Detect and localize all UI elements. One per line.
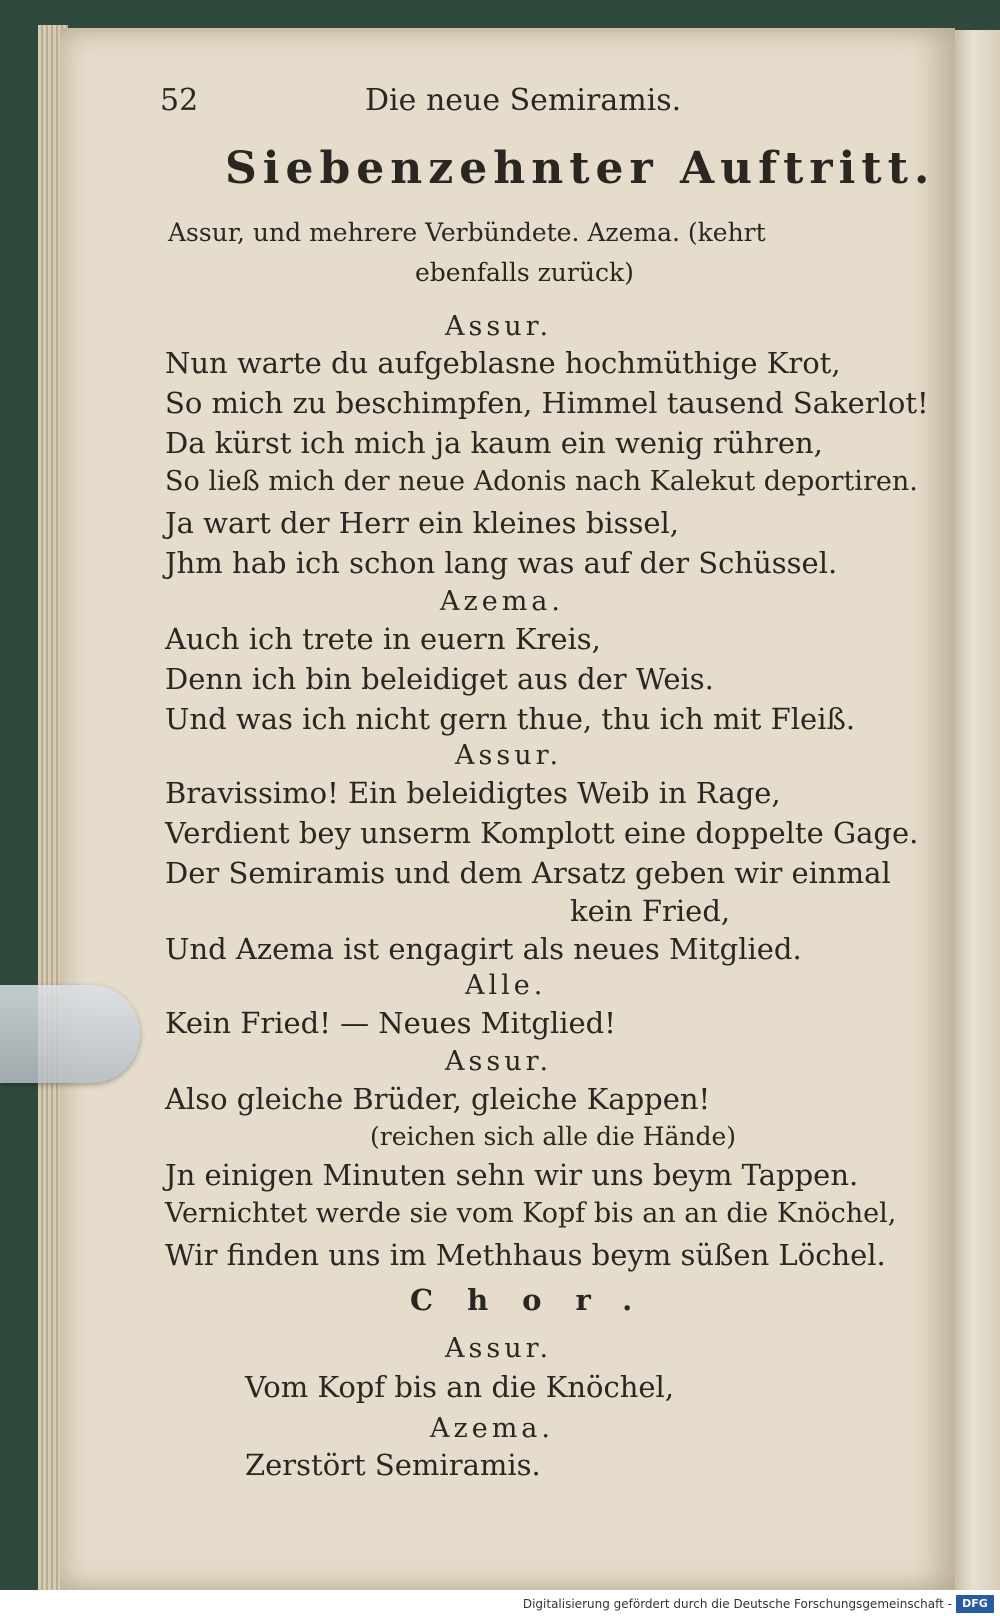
verse-line: Jhm hab ich schon lang was auf der Schüssel. — [165, 546, 838, 580]
verse-line: Auch ich trete in euern Kreis, — [165, 622, 601, 656]
verse-line: Und Azema ist engagirt als neues Mitglied. — [165, 932, 802, 966]
speaker-label: Assur. — [455, 740, 563, 771]
speaker-label: Assur. — [445, 311, 553, 342]
verse-line: Zerstört Semiramis. — [245, 1448, 541, 1482]
speaker-label: Azema. — [440, 586, 564, 617]
verse-line: Da kürst ich mich ja kaum ein wenig rühren, — [165, 426, 823, 460]
verse-line: Verdient bey unserm Komplott eine doppelte Gage. — [165, 816, 919, 850]
speaker-label: Azema. — [430, 1413, 554, 1444]
verse-line: Vernichtet werde sie vom Kopf bis an an die Knöchel, — [165, 1198, 897, 1229]
chorus-heading: Chor. — [410, 1283, 667, 1317]
stage-direction-2: ebenfalls zurück) — [415, 258, 634, 287]
running-head: Die neue Semiramis. — [365, 83, 682, 118]
book-page — [60, 28, 955, 1590]
speaker-label: Assur. — [445, 1333, 553, 1364]
page-number: 52 — [160, 83, 199, 118]
verse-line: Bravissimo! Ein beleidigtes Weib in Rage, — [165, 776, 781, 810]
verse-line: Ja wart der Herr ein kleines bissel, — [165, 506, 679, 540]
verse-line: So mich zu beschimpfen, Himmel tausend Sakerlot! — [165, 386, 929, 420]
stage-direction-1: Assur, und mehrere Verbündete. Azema. (kehrt — [168, 218, 766, 247]
verse-line: Kein Fried! — Neues Mitglied! — [165, 1006, 616, 1040]
verse-line: Der Semiramis und dem Arsatz geben wir einmal — [165, 856, 891, 890]
page-clip — [0, 985, 140, 1083]
verse-line: Vom Kopf bis an die Knöchel, — [245, 1370, 675, 1404]
verse-line: Nun warte du aufgeblasne hochmüthige Krot, — [165, 346, 841, 380]
dfg-logo: DFG — [956, 1595, 994, 1613]
verse-line: So ließ mich der neue Adonis nach Kalekut deportiren. — [165, 466, 918, 497]
stage-direction: (reichen sich alle die Hände) — [370, 1122, 737, 1151]
speaker-label: Alle. — [465, 970, 547, 1001]
verse-line: Also gleiche Brüder, gleiche Kappen! — [165, 1082, 711, 1116]
verse-line: Denn ich bin beleidiget aus der Weis. — [165, 662, 714, 696]
verse-line: Wir finden uns im Methhaus beym süßen Löchel. — [165, 1238, 886, 1272]
right-page-edge — [955, 30, 1000, 1590]
verse-line: Jn einigen Minuten sehn wir uns beym Tappen. — [165, 1158, 859, 1192]
digitization-credit: Digitalisierung gefördert durch die Deutsche Forschungsgemeinschaft - — [522, 1597, 952, 1611]
scene-title: Siebenzehnter Auftritt. — [225, 143, 936, 194]
speaker-label: Assur. — [445, 1046, 553, 1077]
verse-line: Und was ich nicht gern thue, thu ich mit Fleiß. — [165, 702, 856, 736]
verse-continuation: kein Fried, — [570, 894, 731, 928]
